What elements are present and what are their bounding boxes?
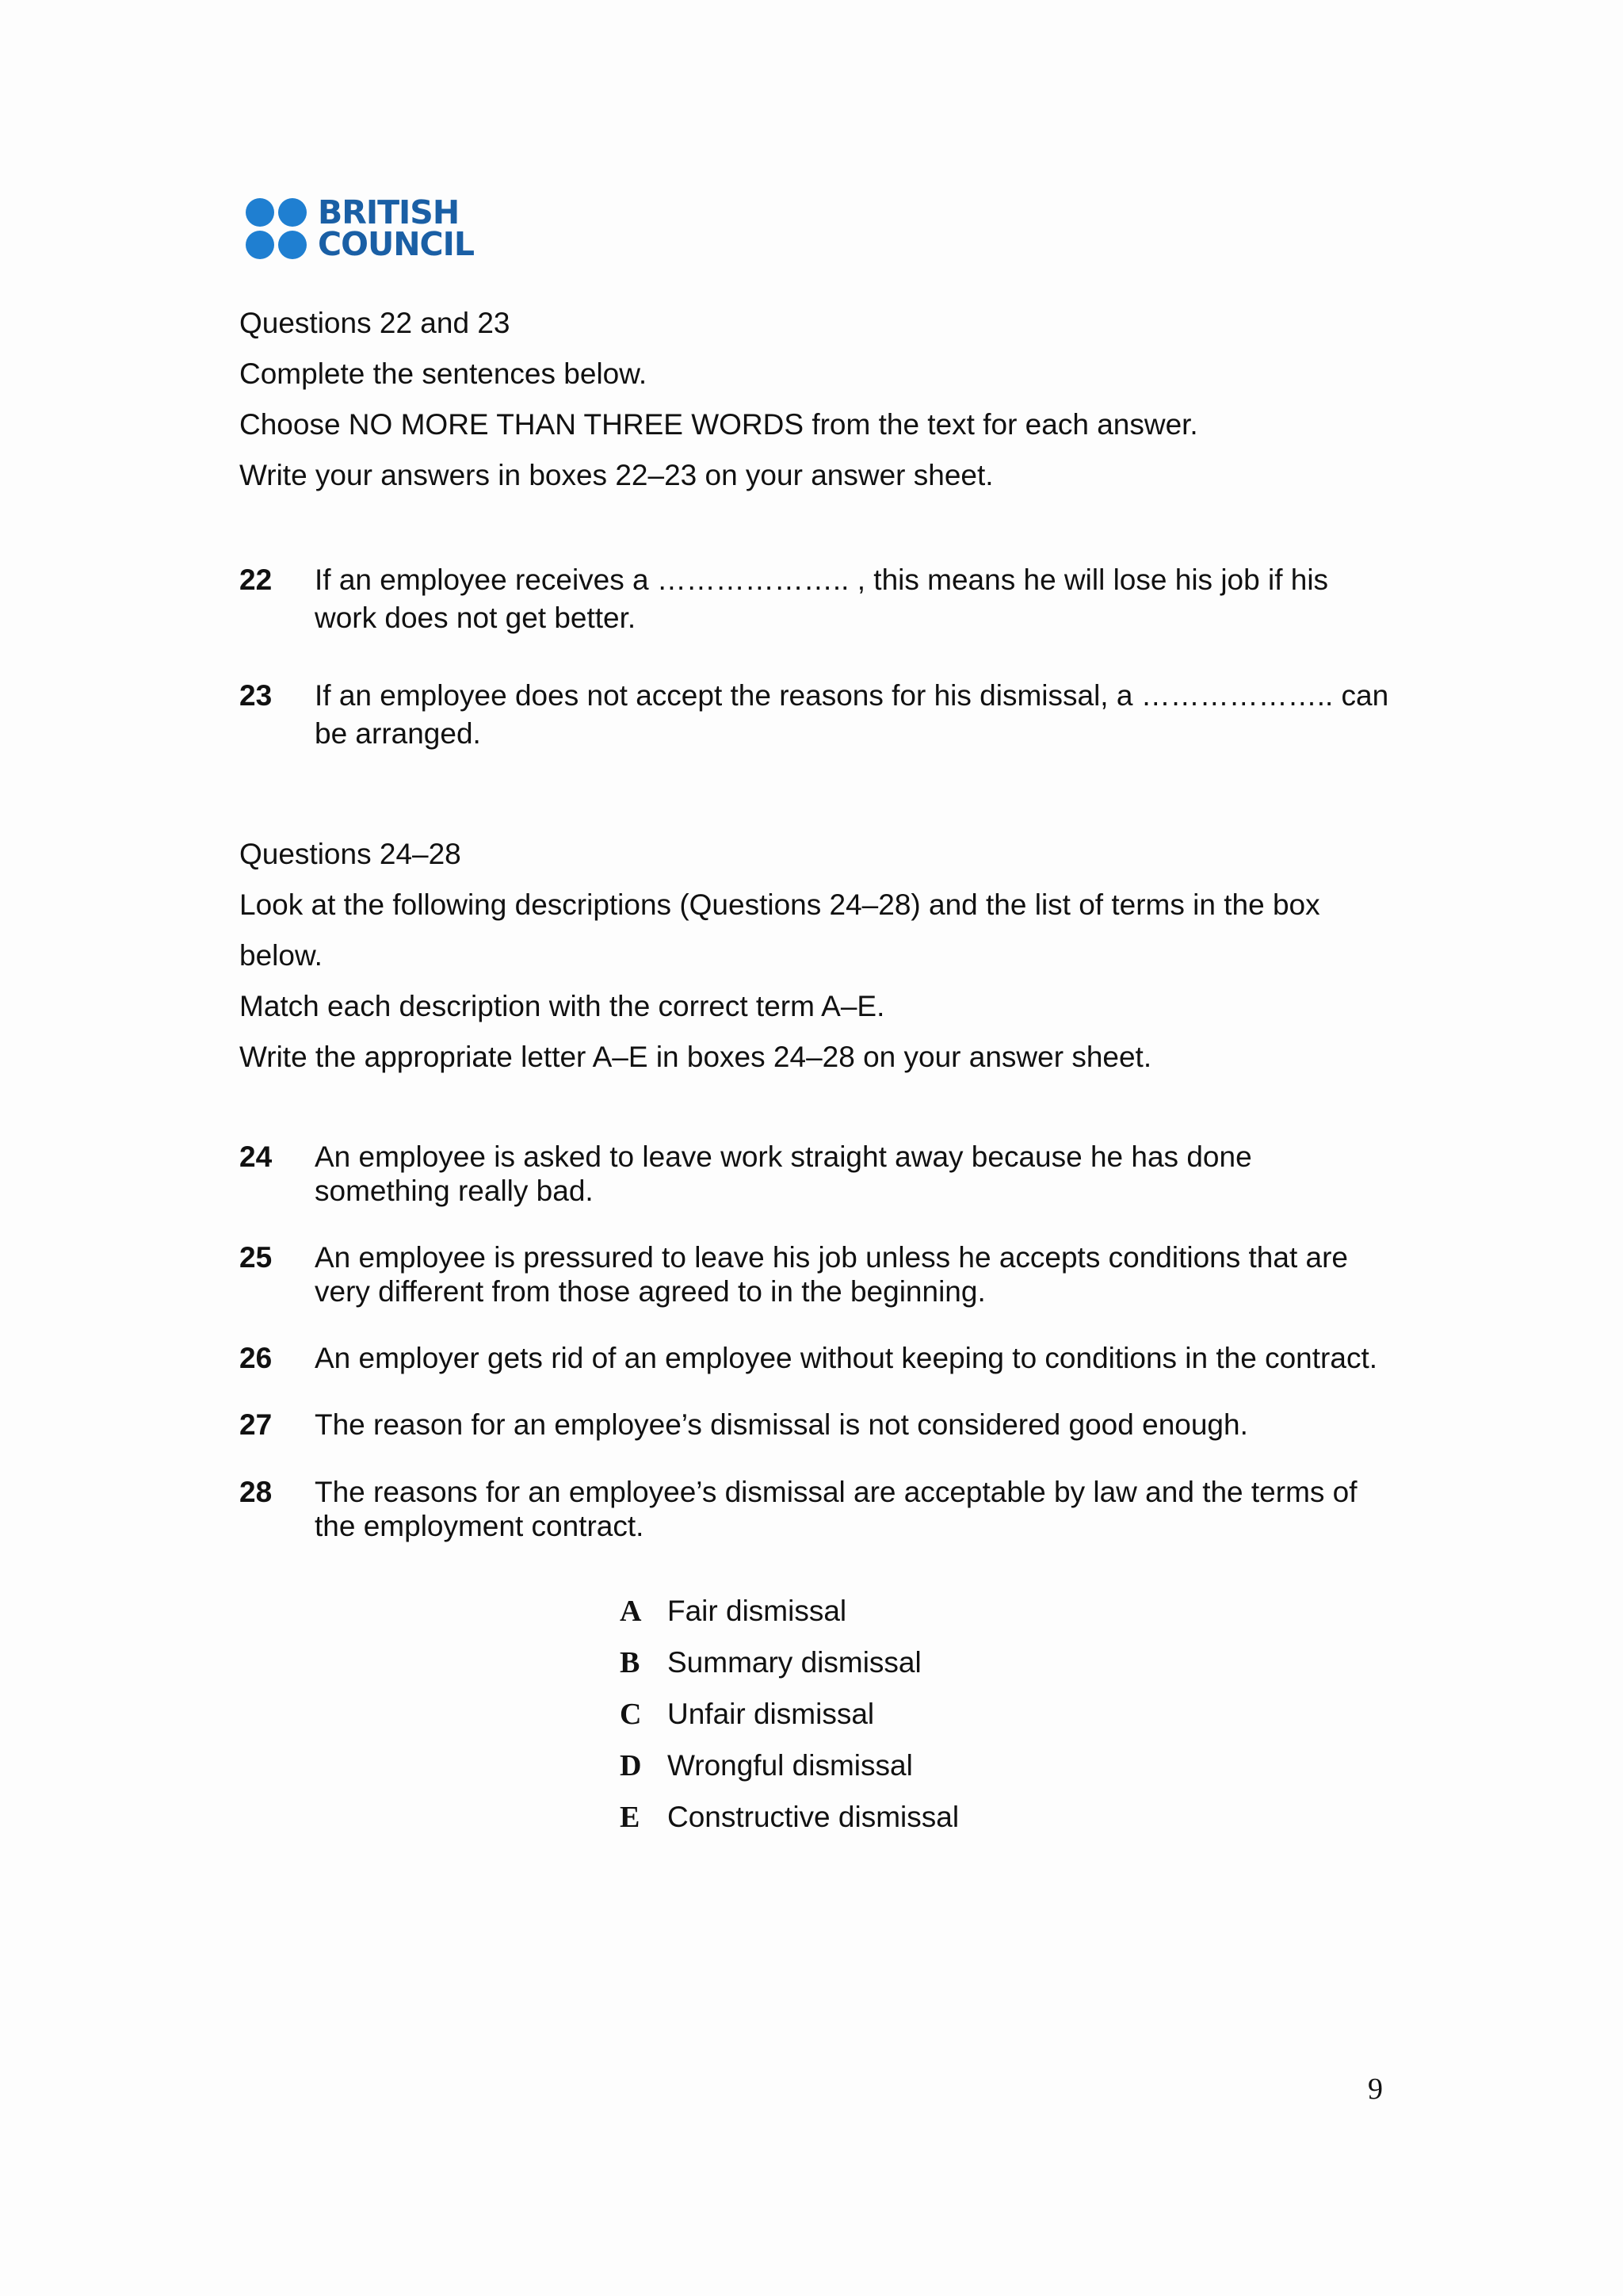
question-number: 22 — [239, 563, 273, 596]
logo-dot — [246, 198, 274, 227]
section-1-instruction: Choose NO MORE THAN THREE WORDS from the text for each answer. — [239, 408, 1198, 441]
term-label: Unfair dismissal — [667, 1698, 875, 1730]
section-2-instruction: below. — [239, 939, 323, 972]
logo-line-1: BRITISH — [318, 193, 460, 231]
section-2-heading: Questions 24–28 — [239, 838, 461, 870]
question-number: 25 — [239, 1241, 273, 1274]
question-text: An employer gets rid of an employee without keeping to conditions in the contract. — [315, 1342, 1377, 1374]
question-number: 28 — [239, 1476, 273, 1508]
term-item — [620, 1697, 874, 1732]
logo-dot — [278, 198, 307, 227]
question-number: 23 — [239, 679, 273, 712]
question-text: If an employee does not accept the reasons for his dismissal, a ……………….. can be arranged. — [315, 679, 1389, 750]
section-2-instruction: Look at the following descriptions (Questions 24–28) and the list of terms in the box — [239, 888, 1320, 921]
section-1-instruction: Write your answers in boxes 22–23 on your answer sheet. — [239, 459, 994, 491]
term-label: Constructive dismissal — [667, 1801, 960, 1833]
logo-dots-icon — [246, 198, 307, 259]
term-letter: C — [620, 1698, 642, 1731]
question-text: An employee is asked to leave work straight away because he has done something really bad. — [315, 1140, 1252, 1207]
term-letter: A — [620, 1595, 642, 1628]
section-1-heading: Questions 22 and 23 — [239, 307, 510, 339]
term-item — [620, 1800, 959, 1835]
question-number: 24 — [239, 1140, 273, 1173]
british-council-logo — [246, 193, 475, 263]
page-number: 9 — [1368, 2073, 1383, 2106]
question-number: 26 — [239, 1342, 273, 1374]
term-letter: D — [620, 1749, 642, 1782]
logo-wordmark — [318, 193, 475, 263]
term-label: Summary dismissal — [667, 1646, 922, 1679]
term-item — [620, 1645, 922, 1680]
question-number: 27 — [239, 1408, 273, 1441]
logo-dot — [246, 231, 274, 259]
term-item — [620, 1748, 913, 1783]
term-letter: B — [620, 1646, 640, 1679]
term-letter: E — [620, 1801, 640, 1834]
question-text: The reason for an employee’s dismissal is not considered good enough. — [315, 1408, 1248, 1441]
question-text: An employee is pressured to leave his job unless he accepts conditions that are very different from those agreed to in the beginning. — [315, 1241, 1348, 1308]
term-label: Wrongful dismissal — [667, 1749, 913, 1782]
logo-dot — [278, 231, 307, 259]
section-2-instruction: Write the appropriate letter A–E in boxes 24–28 on your answer sheet. — [239, 1041, 1152, 1073]
question-text: The reasons for an employee’s dismissal are acceptable by law and the terms of the employment contract. — [315, 1476, 1358, 1542]
logo-line-2: COUNCIL — [318, 225, 475, 263]
term-item — [620, 1594, 846, 1629]
term-label: Fair dismissal — [667, 1595, 847, 1627]
section-2-instruction: Match each description with the correct term A–E. — [239, 990, 885, 1022]
section-1-instruction: Complete the sentences below. — [239, 357, 647, 390]
question-text: If an employee receives a ……………….. , this means he will lose his job if his work does not get better. — [315, 563, 1329, 634]
